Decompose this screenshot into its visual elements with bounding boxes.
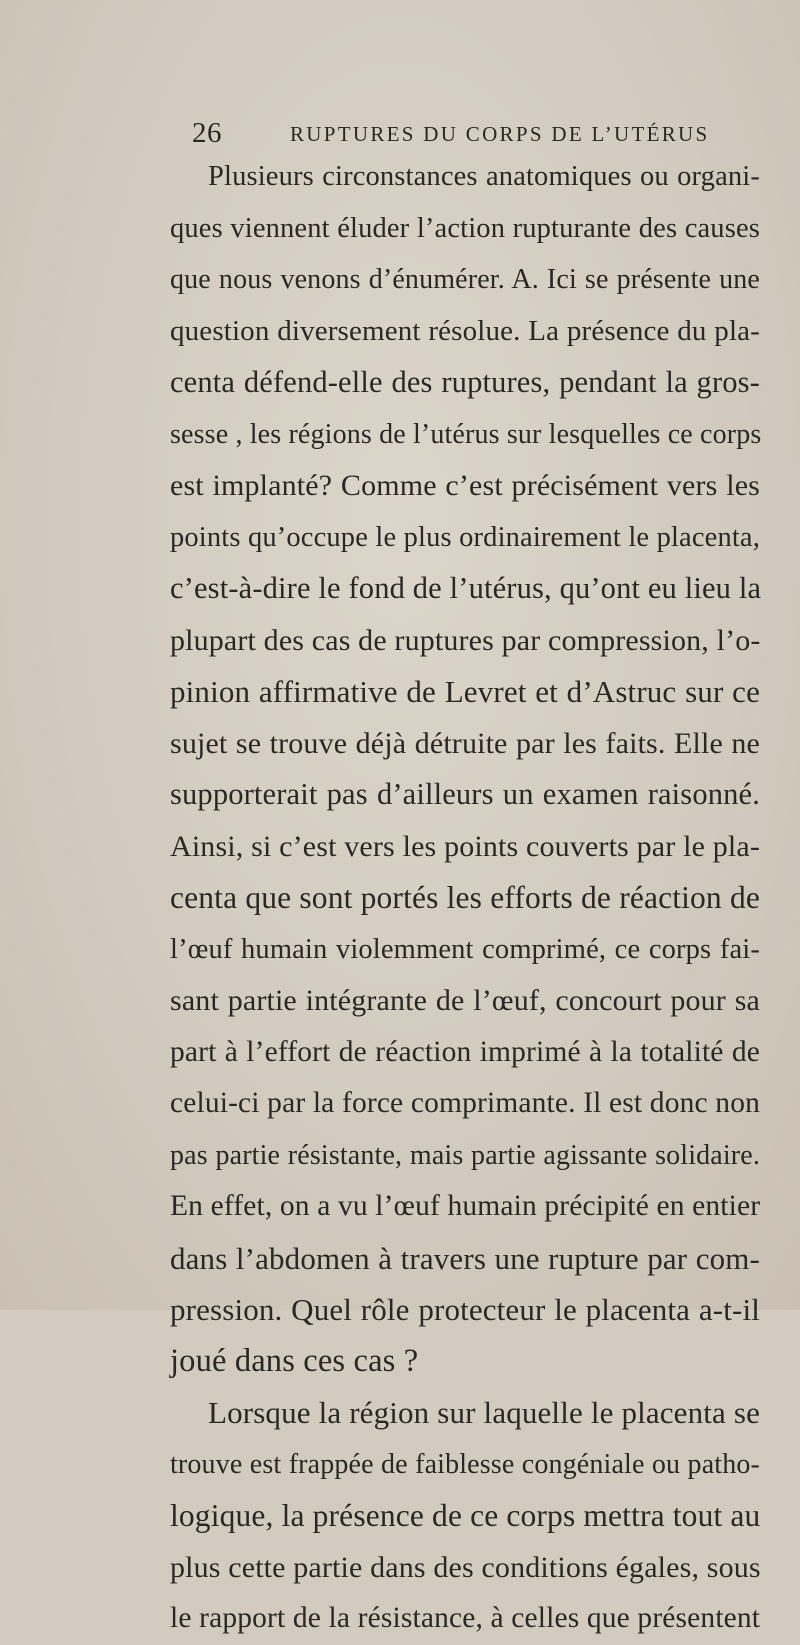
text-line: joué dans ces cas ? bbox=[170, 1342, 419, 1379]
text-line: plupart des cas de ruptures par compression, l’o- bbox=[170, 623, 761, 657]
text-line: centa que sont portés les efforts de réaction de bbox=[170, 880, 760, 915]
text-line: pinion affirmative de Levret et d’Astruc sur ce bbox=[170, 674, 760, 709]
text-line: Lorsque la région sur laquelle le placenta se bbox=[208, 1395, 760, 1430]
text-line: ques viennent éluder l’action rupturante des causes bbox=[170, 212, 760, 244]
text-line: Ainsi, si c’est vers les points couverts par le pla- bbox=[170, 829, 760, 863]
text-line: part à l’effort de réaction imprimé à la totalité de bbox=[170, 1035, 760, 1068]
text-line: est implanté? Comme c’est précisément vers les bbox=[170, 469, 760, 502]
text-line: En effet, on a vu l’œuf humain précipité en entier bbox=[170, 1190, 761, 1222]
text-line: plus cette partie dans des conditions égales, sous bbox=[170, 1550, 761, 1584]
text-line: logique, la présence de ce corps mettra tout au bbox=[170, 1498, 761, 1533]
text-line: sesse , les régions de l’utérus sur lesquelles ce corps bbox=[170, 418, 762, 450]
text-line: question diversement résolue. La présence du pla- bbox=[170, 314, 760, 347]
text-line: points qu’occupe le plus ordinairement le placenta, bbox=[170, 521, 760, 553]
running-head: RUPTURES DU CORPS DE L’UTÉRUS bbox=[290, 122, 710, 146]
text-line: dans l’abdomen à travers une rupture par com- bbox=[170, 1240, 760, 1276]
text-line: centa défend-elle des ruptures, pendant la gros- bbox=[170, 365, 760, 399]
text-line: que nous venons d’énumérer. A. Ici se présente une bbox=[170, 264, 760, 295]
text-line: supporterait pas d’ailleurs un examen raisonné. bbox=[170, 777, 760, 811]
text-line: celui-ci par la force comprimante. Il est donc non bbox=[170, 1087, 760, 1119]
text-line: pression. Quel rôle protecteur le placenta a-t-il bbox=[170, 1292, 760, 1327]
page-header bbox=[192, 118, 752, 148]
text-line: Plusieurs circonstances anatomiques ou organi- bbox=[208, 161, 760, 192]
text-line: sujet se trouve déjà détruite par les faits. Elle ne bbox=[170, 726, 760, 760]
text-line: sant partie intégrante de l’œuf, concourt pour sa bbox=[170, 984, 760, 1017]
page-number: 26 bbox=[192, 117, 222, 149]
body-text bbox=[170, 151, 760, 1645]
text-line: trouve est frappée de faiblesse congéniale ou patho- bbox=[170, 1448, 760, 1480]
text-line: c’est-à-dire le fond de l’utérus, qu’ont eu lieu la bbox=[170, 571, 762, 605]
text-line: l’œuf humain violemment comprimé, ce corps fai- bbox=[170, 933, 760, 965]
text-line: pas partie résistante, mais partie agissante solidaire. bbox=[170, 1139, 760, 1171]
text-line: le rapport de la résistance, à celles que présentent bbox=[170, 1602, 761, 1634]
